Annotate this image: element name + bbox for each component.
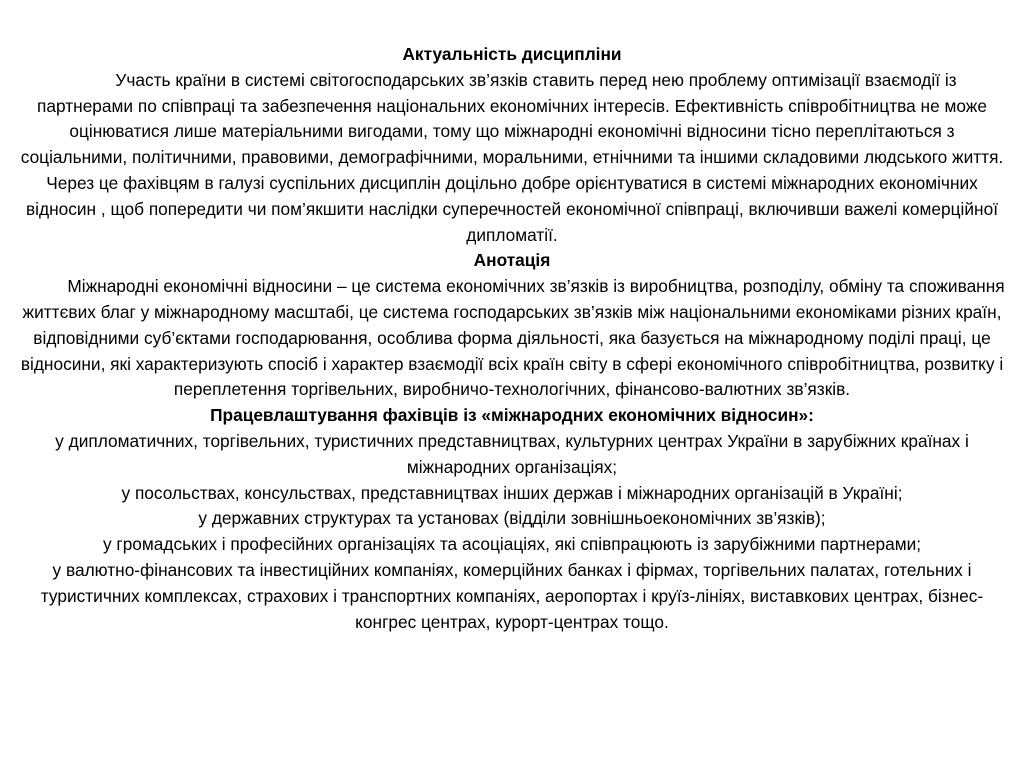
employment-item: у громадських і професійних організаціях та асоціаціях, які співпрацюють із зарубіжними партнерами; — [102, 534, 922, 555]
employment-item: у державних структурах та установах (відділи зовнішньоекономічних зв’язків); — [198, 508, 826, 529]
relevance-heading: Актуальність дисципліни — [402, 44, 622, 64]
employment-item: у посольствах, консульствах, представництвах інших держав і міжнародних організацій в Україні; — [121, 482, 903, 503]
document-slide — [18, 42, 1006, 635]
annotation-heading: Анотація — [473, 250, 551, 271]
employment-item: у валютно-фінансових та інвестиційних компаніях, комерційних банках і фірмах, торгівельних палатах, готельних і туристичних комплексах, страхових і транспортних компаніях, аеропортах і круїз-лініях, виставкових центрах, бізнес-конгрес центрах, курорт-центрах тощо. — [40, 559, 984, 632]
relevance-paragraph: Участь країни в системі світогосподарських зв’язків ставить перед нею проблему оптимізації взаємодії із партнерами по співпраці та забезпечення національних економічних інтересів. Ефективність співробітництва не може оцінюватися лише матеріальними вигодами, тому що міжнародні економічні відносини тісно переплітаються з соціальними, політичними, правовими, демографічними, моральними, етнічними та іншими складовими людського життя. Через це фахівцям в галузі суспільних дисциплін доцільно добре орієнтуватися в системі міжнародних економічних відносин , щоб попередити чи пом’якшити наслідки суперечностей економічної співпраці, включивши важелі комерційної дипломатії. — [20, 69, 1004, 245]
annotation-paragraph: Міжнародні економічні відносини – це система економічних зв’язків із виробництва, розподілу, обміну та споживання життєвих благ у міжнародному масштабі, це система господарських зв’язків між національними економіками різних країн, відповідними суб’єктами господарювання, особлива форма діяльності, яка базується на міжнародному поділі праці, це відносини, які характеризують спосіб і характер взаємодії всіх країн світу в сфері економічного співробітництва, розвитку і переплетення торгівельних, виробничо-технологічних, фінансово-валютних зв’язків. — [20, 276, 1005, 400]
employment-heading: Працевлаштування фахівців із «міжнародних економічних відносин»: — [210, 405, 814, 426]
employment-item: у дипломатичних, торгівельних, туристичних представництвах, культурних центрах України в зарубіжних країнах і міжнародних організаціях; — [55, 430, 969, 477]
employment-list — [18, 429, 1006, 635]
